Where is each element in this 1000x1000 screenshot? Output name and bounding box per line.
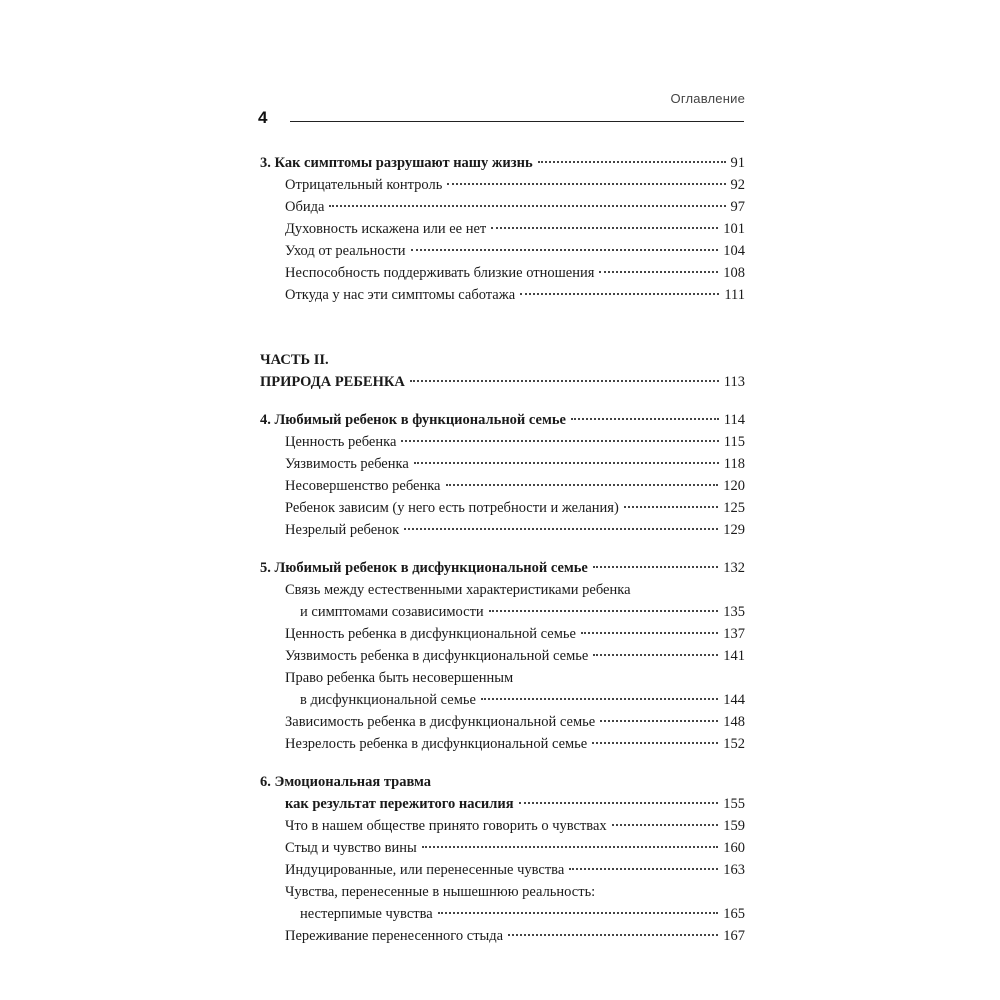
toc-entry-title: Индуцированные, или перенесенные чувства <box>285 862 565 878</box>
toc-entry <box>285 174 745 196</box>
toc-entry <box>300 903 745 925</box>
toc-page-number: 91 <box>730 155 745 171</box>
toc-page-number: 132 <box>723 560 745 576</box>
toc-entry-title: Незрелый ребенок <box>285 522 400 538</box>
dot-leader <box>481 698 718 700</box>
toc-page-number: 152 <box>723 736 745 752</box>
toc-page-number: 118 <box>723 456 745 472</box>
toc-entry <box>285 925 745 947</box>
toc-entry <box>285 453 745 475</box>
toc-entry <box>285 475 745 497</box>
toc-entry <box>285 519 745 541</box>
toc-entry <box>285 623 745 645</box>
dot-leader <box>581 632 718 634</box>
dot-leader <box>438 912 719 914</box>
dot-leader <box>569 868 718 870</box>
running-title: Оглавление <box>670 91 745 106</box>
toc-entry <box>285 837 745 859</box>
toc-entry-title: Зависимость ребенка в дисфункциональной семье <box>285 714 596 730</box>
toc-page-number: 148 <box>723 714 745 730</box>
dot-leader <box>446 484 719 486</box>
dot-leader <box>520 293 719 295</box>
toc-part-2 <box>260 371 745 393</box>
toc-page-number: 159 <box>723 818 745 834</box>
toc-entry <box>300 689 745 711</box>
toc-part-label: ЧАСТЬ II. <box>260 352 329 368</box>
toc-entry <box>285 497 745 519</box>
toc-entry <box>285 733 745 755</box>
toc-chapter-title: 4. Любимый ребенок в функциональной семье <box>260 412 566 428</box>
toc-chapter-6 <box>285 793 745 815</box>
toc-page-number: 115 <box>723 434 745 450</box>
toc-page-number: 167 <box>723 928 745 944</box>
dot-leader <box>599 271 718 273</box>
toc-chapter-5 <box>260 557 745 579</box>
dot-leader <box>571 418 719 420</box>
toc-page-number: 144 <box>723 692 745 708</box>
toc-page-number: 155 <box>723 796 745 812</box>
toc-page-number: 125 <box>723 500 745 516</box>
toc-entry-title: Духовность искажена или ее нет <box>285 221 487 237</box>
toc-entry-title: Ценность ребенка <box>285 434 397 450</box>
toc-chapter-title: как результат пережитого насилия <box>285 796 514 812</box>
dot-leader <box>447 183 725 185</box>
toc-entry-title: Ценность ребенка в дисфункциональной семье <box>285 626 576 642</box>
dot-leader <box>538 161 726 163</box>
toc-entry-title: Обида <box>285 199 325 215</box>
toc-entry-title: Неспособность поддерживать близкие отношения <box>285 265 595 281</box>
toc-entry <box>285 196 745 218</box>
toc-page-number: 101 <box>723 221 745 237</box>
toc-entry-title: Уязвимость ребенка в дисфункциональной семье <box>285 648 589 664</box>
toc-entry <box>285 262 745 284</box>
toc-page-number: 141 <box>723 648 745 664</box>
toc-page-number: 111 <box>724 287 745 303</box>
toc-entry-title: Переживание перенесенного стыда <box>285 928 504 944</box>
toc-page-number: 160 <box>723 840 745 856</box>
toc-entry-title: нестерпимые чувства <box>300 906 433 922</box>
dot-leader <box>422 846 718 848</box>
toc-part-title: ПРИРОДА РЕБЕНКА <box>260 374 405 390</box>
toc-page-number: 163 <box>723 862 745 878</box>
toc-entry <box>285 711 745 733</box>
dot-leader <box>624 506 718 508</box>
toc-entry-title: и симптомами созависимости <box>300 604 484 620</box>
toc-entry-title: Незрелость ребенка в дисфункциональной семье <box>285 736 588 752</box>
toc-page-number: 114 <box>723 412 745 428</box>
dot-leader <box>489 610 719 612</box>
toc-entry <box>285 859 745 881</box>
toc-page-number: 97 <box>730 199 745 215</box>
dot-leader <box>593 566 718 568</box>
dot-leader <box>592 742 718 744</box>
dot-leader <box>491 227 718 229</box>
toc-entry <box>285 218 745 240</box>
toc-entry-title: Откуда у нас эти симптомы саботажа <box>285 287 516 303</box>
toc-page-number: 113 <box>723 374 745 390</box>
dot-leader <box>600 720 718 722</box>
dot-leader <box>329 205 725 207</box>
dot-leader <box>612 824 719 826</box>
toc-entry <box>285 284 745 306</box>
toc-entry <box>285 815 745 837</box>
toc-entry-title: Чувства, перенесенные в нышешнюю реальность: <box>285 884 596 900</box>
toc-chapter-6-title: 6. Эмоциональная травма <box>260 774 432 790</box>
toc-entry-title: Право ребенка быть несовершенным <box>285 670 514 686</box>
toc-page-number: 129 <box>723 522 745 538</box>
toc-entry-title: Связь между естественными характеристиками ребенка <box>285 582 631 598</box>
toc-chapter-title: 5. Любимый ребенок в дисфункциональной семье <box>260 560 588 576</box>
toc-page-number: 92 <box>730 177 745 193</box>
toc-page-number: 165 <box>723 906 745 922</box>
toc-entry-title: Уязвимость ребенка <box>285 456 409 472</box>
page-number: 4 <box>258 108 268 127</box>
toc-entry-title: Что в нашем обществе принято говорить о чувствах <box>285 818 607 834</box>
toc-page-number: 108 <box>723 265 745 281</box>
toc-entry <box>300 601 745 623</box>
toc-chapter-3 <box>260 152 745 174</box>
dot-leader <box>401 440 718 442</box>
toc-entry <box>285 240 745 262</box>
dot-leader <box>508 934 718 936</box>
dot-leader <box>411 249 719 251</box>
dot-leader <box>404 528 718 530</box>
toc-entry-title: Отрицательный контроль <box>285 177 443 193</box>
toc-entry-title: Несовершенство ребенка <box>285 478 441 494</box>
toc-entry-title: в дисфункциональной семье <box>300 692 476 708</box>
dot-leader <box>410 380 719 382</box>
toc-entry-title: Уход от реальности <box>285 243 406 259</box>
toc-page-number: 104 <box>723 243 745 259</box>
dot-leader <box>593 654 718 656</box>
toc-chapter-4 <box>260 409 745 431</box>
toc-entry <box>285 645 745 667</box>
toc-entry <box>285 431 745 453</box>
toc-chapter-title: 3. Как симптомы разрушают нашу жизнь <box>260 155 533 171</box>
toc-page-number: 120 <box>723 478 745 494</box>
dot-leader <box>519 802 719 804</box>
toc-entry-title: Стыд и чувство вины <box>285 840 417 856</box>
toc-entry-title: Ребенок зависим (у него есть потребности и желания) <box>285 500 619 516</box>
toc-page-number: 137 <box>723 626 745 642</box>
dot-leader <box>414 462 719 464</box>
toc-page-number: 135 <box>723 604 745 620</box>
header-rule <box>290 121 744 122</box>
